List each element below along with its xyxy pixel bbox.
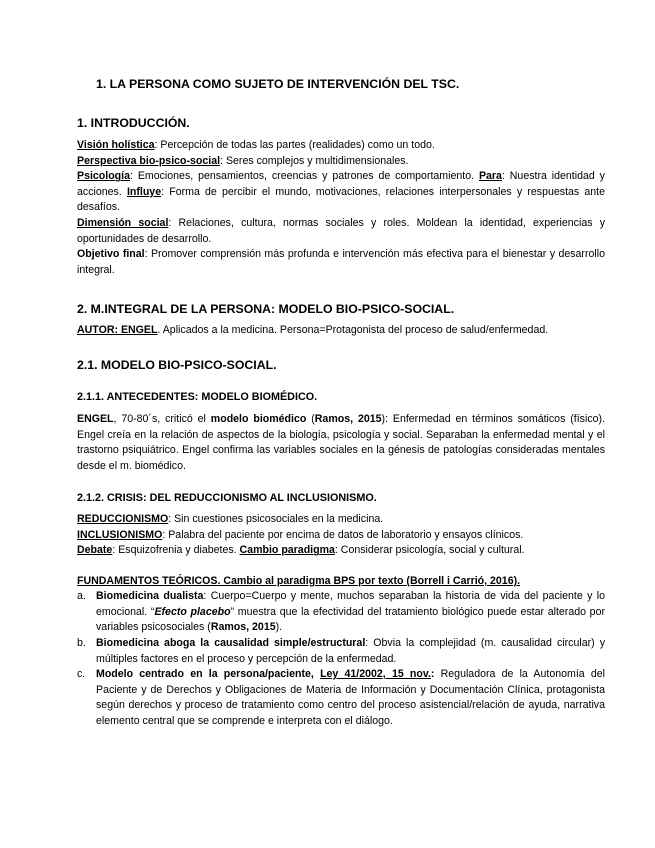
document-title: 1. LA PERSONA COMO SUJETO DE INTERVENCIÓN DEL TSC. bbox=[96, 77, 460, 91]
antecedentes-text-2: ( bbox=[306, 413, 315, 425]
dimension-paragraph bbox=[77, 216, 605, 247]
autor-term: AUTOR: ENGEL bbox=[77, 324, 158, 336]
list-item-a bbox=[77, 589, 605, 636]
heading-section-2-1-2: 2.1.2. CRISIS: DEL REDUCCIONISMO AL INCLUSIONISMO. bbox=[77, 492, 377, 504]
item-a-text-1: : Cuerpo=Cuerpo y mente, muchos separaban la historia de vida del paciente y lo emocional. “ bbox=[96, 590, 605, 618]
inclusionismo-text: : Palabra del paciente por encima de datos de laboratorio y ensayos clínicos. bbox=[162, 528, 524, 541]
dimension-text: : Relaciones, cultura, normas sociales y roles. Moldean la identidad, experiencias y oportunidades de desarrollo. bbox=[77, 216, 605, 245]
item-b-text: : Obvia la complejidad (m. causalidad circular) y múltiples factores en el proceso y percepción de la enfermedad. bbox=[96, 637, 605, 665]
debate-line bbox=[77, 543, 605, 559]
objetivo-paragraph bbox=[77, 247, 605, 278]
heading-section-2-1-1: 2.1.1. ANTECEDENTES: MODELO BIOMÉDICO. bbox=[77, 391, 318, 403]
list-marker: b. bbox=[77, 637, 86, 649]
item-c-bold: Modelo centrado en la persona/paciente, bbox=[96, 668, 321, 680]
list-item-text bbox=[96, 636, 605, 667]
list-marker: c. bbox=[77, 668, 86, 680]
reduccionismo-text: : Sin cuestiones psicosociales en la medicina. bbox=[168, 513, 384, 525]
psicologia-text: : Emociones, pensamientos, creencias y patrones de comportamiento. bbox=[129, 170, 479, 183]
modelo-biomedico-term: modelo biomédico bbox=[210, 413, 307, 425]
item-a-text-2: ” muestra que la efectividad del tratamiento biológico puede estar alterado por variables psicosociales ( bbox=[96, 605, 605, 634]
heading-section-2-1: 2.1. MODELO BIO-PSICO-SOCIAL. bbox=[77, 358, 277, 372]
perspectiva-text: : Seres complejos y multidimensionales. bbox=[220, 154, 409, 167]
antecedentes-text-3: ): Enfermedad en términos somáticos (físico). Engel creía en la relación de aspectos de la biología, psicología y social. Separaban la enfermedad mental y el trastorno psiquiátrico. Engel confirma las variables sociales en la génesis de patologías consideradas mentales desde el m. biomédico. bbox=[77, 413, 605, 472]
item-c-text: Reguladora de la Autonomía del Paciente y de Derechos y Obligaciones de Materia de Información y Documentación Clínica, protagonista según derechos y proceso de tratamiento como centro del proceso asistencial/relación de ayuda, narrativa elemento central que se comprende e interpreta con el diálogo. bbox=[96, 668, 605, 727]
vision-line bbox=[77, 138, 605, 154]
list-marker: a. bbox=[77, 590, 86, 602]
perspectiva-line bbox=[77, 154, 605, 170]
para-term: Para bbox=[478, 170, 502, 183]
autor-text: . Aplicados a la medicina. Persona=Protagonista del proceso de salud/enfermedad. bbox=[157, 324, 549, 336]
fundamentos-heading: FUNDAMENTOS TEÓRICOS. Cambio al paradigma BPS por texto (Borrell i Carrió, 2016). bbox=[77, 575, 521, 587]
item-b-bold: Biomedicina aboga la causalidad simple/estructural bbox=[96, 637, 366, 649]
heading-introduccion: 1. INTRODUCCIÓN. bbox=[77, 116, 190, 130]
vision-term: Visión holística bbox=[77, 139, 155, 151]
reduccionismo-line bbox=[77, 512, 605, 528]
psicologia-paragraph bbox=[77, 169, 605, 216]
antecedentes-paragraph bbox=[77, 412, 605, 474]
debate-text: : Esquizofrenia y diabetes. bbox=[112, 544, 240, 557]
cambio-paradigma-text: : Considerar psicología, social y cultural. bbox=[334, 544, 525, 557]
engel-term: ENGEL bbox=[77, 413, 114, 425]
ley-citation: Ley 41/2002, 15 nov. bbox=[320, 668, 431, 680]
reduccionismo-term: REDUCCIONISMO bbox=[77, 513, 169, 525]
list-item-b bbox=[77, 636, 605, 667]
item-a-bold: Biomedicina dualista bbox=[96, 590, 204, 602]
dimension-term: Dimensión social bbox=[77, 216, 169, 229]
item-a-ramos-citation: Ramos, 2015 bbox=[210, 621, 276, 634]
item-a-text-3: ). bbox=[275, 621, 283, 634]
objetivo-term: Objetivo final bbox=[77, 248, 145, 261]
vision-text: : Percepción de todas las partes (realidades) como un todo. bbox=[154, 139, 435, 151]
item-c-colon: : bbox=[430, 668, 435, 680]
list-item-c bbox=[77, 667, 605, 729]
influye-text: : Forma de percibir el mundo, motivaciones, relaciones interpersonales y respuestas ante desafíos. bbox=[77, 185, 606, 214]
inclusionismo-term: INCLUSIONISMO bbox=[77, 528, 163, 541]
list-item-text bbox=[96, 589, 605, 636]
antecedentes-text-1: , 70-80´s, criticó el bbox=[113, 413, 211, 425]
influye-term: Influye bbox=[126, 185, 162, 198]
ramos-citation: Ramos, 2015 bbox=[314, 413, 382, 425]
autor-line bbox=[77, 323, 605, 339]
inclusionismo-line bbox=[77, 528, 605, 544]
list-item-text bbox=[96, 667, 605, 729]
intro-paragraphs bbox=[77, 138, 605, 278]
heading-section-2: 2. M.INTEGRAL DE LA PERSONA: MODELO BIO-PSICO-SOCIAL. bbox=[77, 302, 455, 316]
crisis-paragraphs bbox=[77, 512, 605, 559]
cambio-paradigma-term: Cambio paradigma bbox=[239, 544, 335, 557]
objetivo-text: : Promover comprensión más profunda e intervención más efectiva para el bienestar y desarrollo integral. bbox=[77, 248, 605, 276]
efecto-placebo-term: Efecto placebo bbox=[154, 605, 231, 618]
para-text: : Nuestra identidad y acciones. bbox=[77, 170, 605, 198]
perspectiva-term: Perspectiva bio-psico-social bbox=[77, 154, 221, 167]
debate-term: Debate bbox=[77, 544, 113, 557]
psicologia-term: Psicología bbox=[77, 170, 130, 183]
